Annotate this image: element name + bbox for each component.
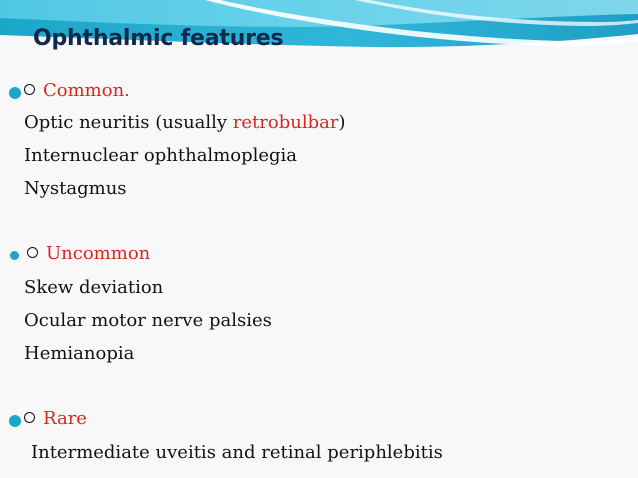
ring-bullet-icon <box>27 247 38 258</box>
bullet-dot-icon <box>9 87 21 99</box>
list-item: Skew deviation <box>24 277 164 298</box>
list-item: Optic neuritis (usually retrobulbar) <box>24 112 346 133</box>
ring-bullet-icon <box>24 84 35 95</box>
list-item: Intermediate uveitis and retinal periphlebitis <box>31 442 443 463</box>
list-item: Ocular motor nerve palsies <box>24 310 272 331</box>
bullet-dot-icon <box>9 415 21 427</box>
section-heading-uncommon: Uncommon <box>27 241 150 267</box>
bullet-dot-icon <box>10 251 19 260</box>
list-item: Nystagmus <box>24 178 127 199</box>
section-heading-rare: Rare <box>24 406 87 432</box>
list-item: Hemianopia <box>24 343 135 364</box>
ring-bullet-icon <box>24 412 35 423</box>
slide-title: Ophthalmic features <box>33 26 284 51</box>
highlight-text: retrobulbar <box>232 112 339 133</box>
list-item: Internuclear ophthalmoplegia <box>24 145 298 166</box>
section-heading-common: Common. <box>24 78 130 104</box>
